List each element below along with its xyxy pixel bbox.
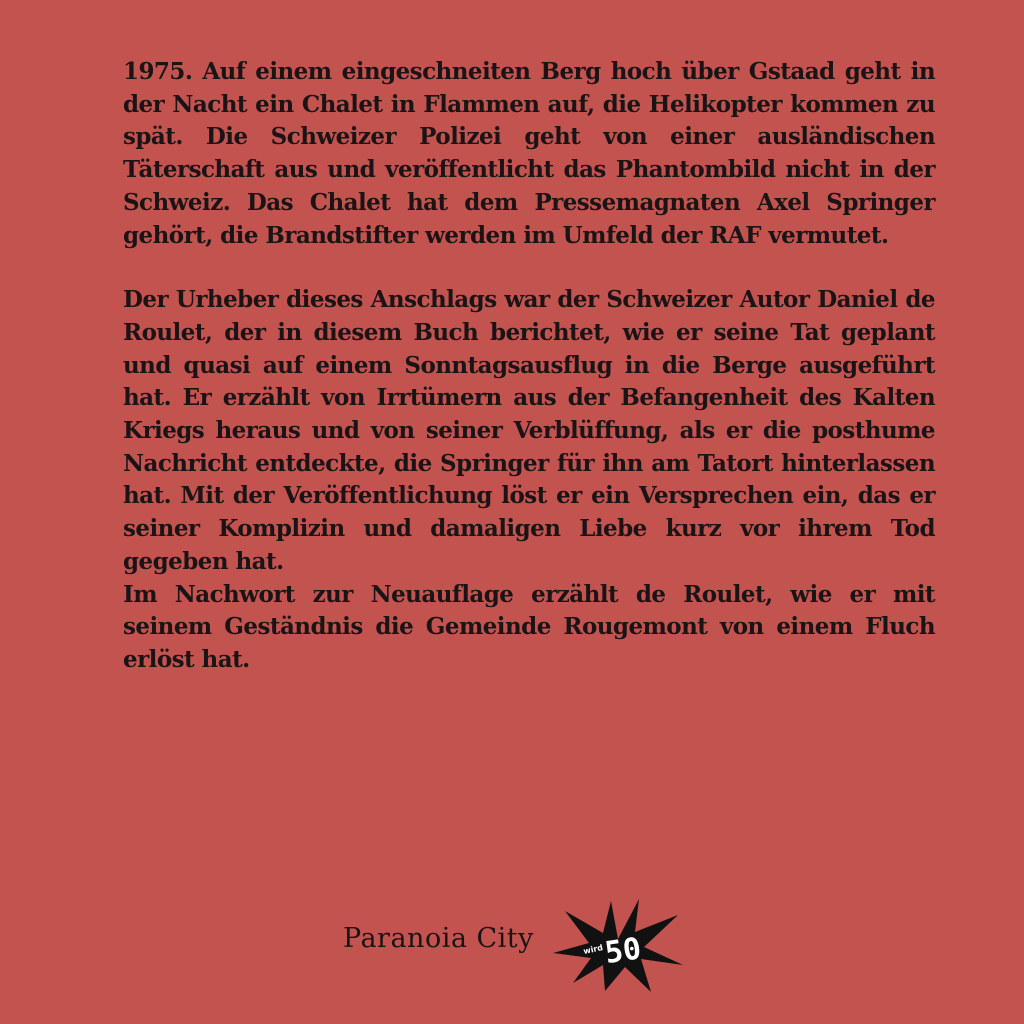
paragraph-3: Im Nachwort zur Neuauflage erzählt de Roulet, wie er mit seinem Geständnis die Gemeinde Rougemont von einem Fluch erlöst hat. (123, 580, 935, 673)
book-description (123, 56, 935, 677)
badge-small-text: wird (582, 943, 604, 956)
badge-number: 50 (602, 931, 644, 972)
starburst-icon (551, 895, 685, 995)
paragraph-2: Der Urheber dieses Anschlags war der Schweizer Autor Daniel de Roulet, der in diesem Buch berichtet, wie er seine Tat geplant und quasi auf einem Sonntagsausflug in die Berge ausgeführt hat. Er erzählt von Irrtümern aus der Befangenheit des Kalten Kriegs heraus und von seiner Verblüffung, als er die posthume Nachricht entdeckte, die Springer für ihn am Tatort hinterlassen hat. Mit der Veröffentlichung löst er ein Versprechen ein, das er seiner Komplizin und damaligen Liebe kurz vor ihrem Tod gegeben hat. (123, 286, 935, 575)
publisher-logo (343, 895, 688, 995)
publisher-name: Paranoia City (343, 923, 534, 954)
paragraph-1: 1975. Auf einem eingeschneiten Berg hoch über Gstaad geht in der Nacht ein Chalet in Flammen auf, die Helikopter kommen zu spät. Die Schweizer Polizei geht von einer ausländischen Täterschaft aus und veröffentlicht das Phantombild nicht in der Schweiz. Das Chalet hat dem Pressemagnaten Axel Springer gehört, die Brandstifter werden im Umfeld der RAF vermutet. (123, 58, 935, 249)
